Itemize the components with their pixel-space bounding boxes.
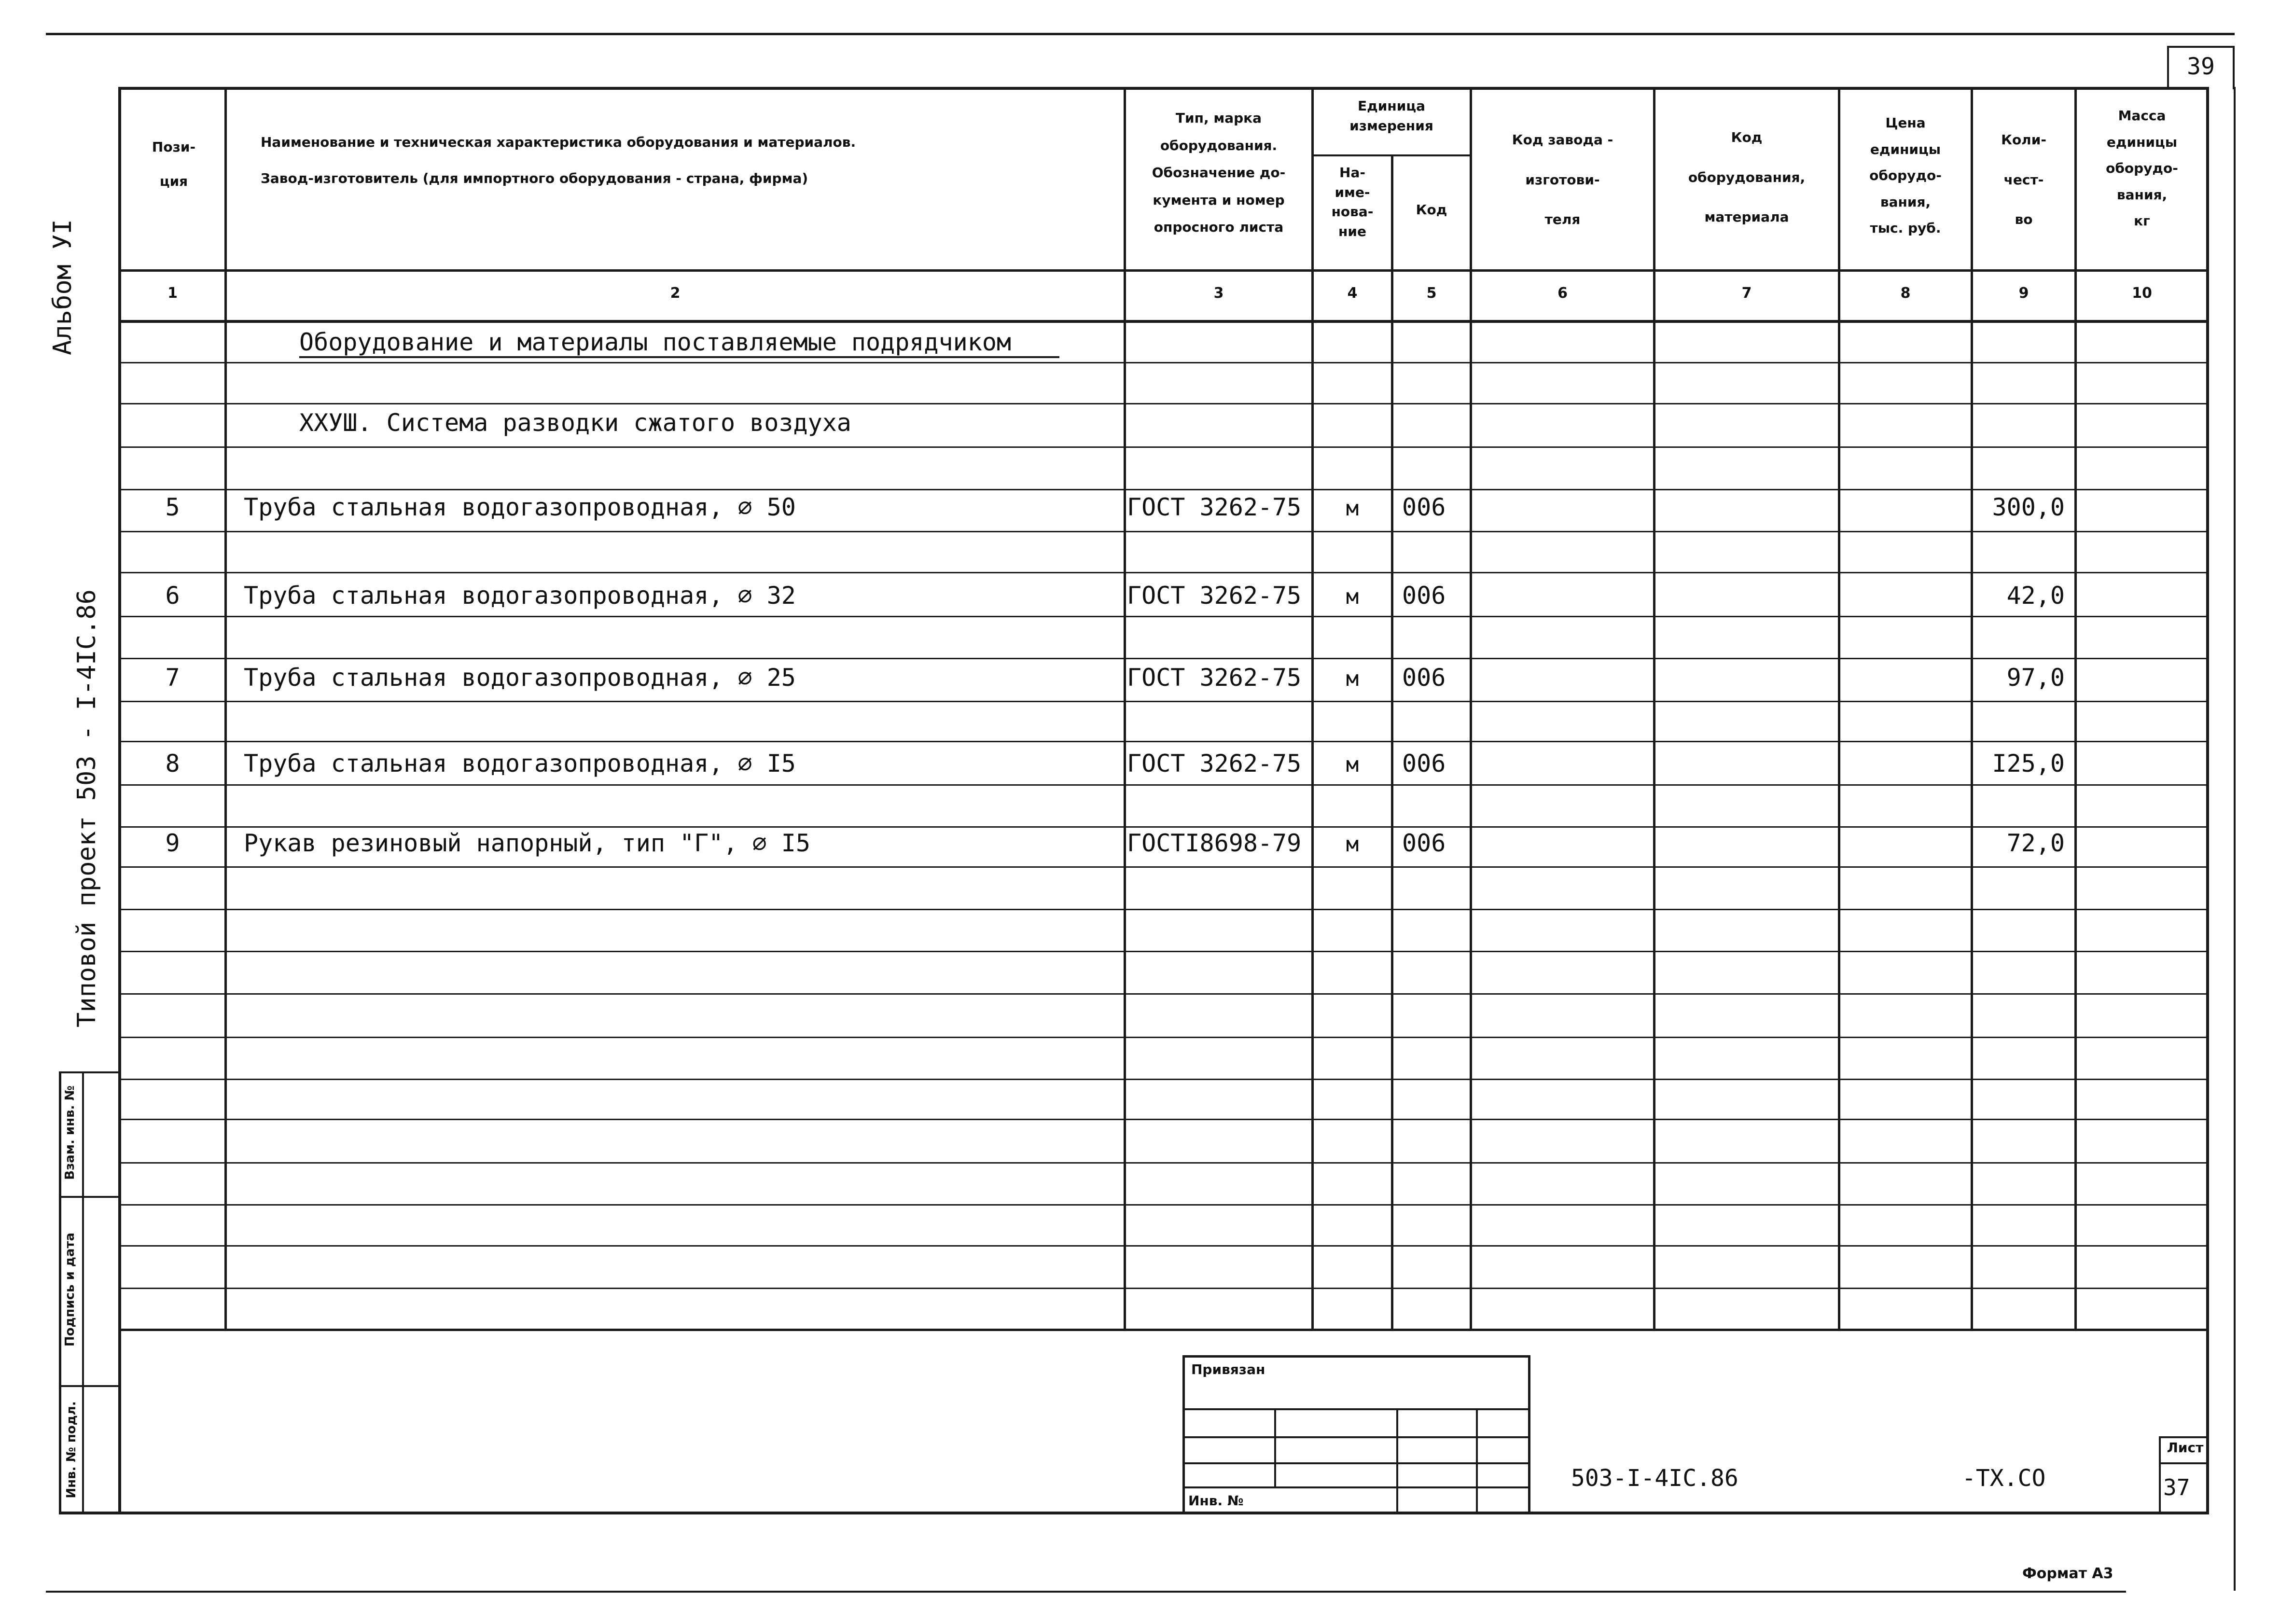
item-unit: м <box>1346 752 1359 777</box>
item-name: Труба стальная водогазопроводная, ∅ I5 <box>244 750 796 777</box>
row-line <box>118 1037 2209 1038</box>
row-line <box>118 1288 2209 1289</box>
item-unit: м <box>1346 496 1359 521</box>
row-line <box>118 866 2209 868</box>
section-title: Оборудование и материалы поставляемые подрядчиком <box>299 328 1059 358</box>
item-quantity: 42,0 <box>2006 582 2065 610</box>
header-position: Пози- ция <box>152 139 196 189</box>
item-unit: м <box>1346 832 1359 857</box>
colnum-8: 8 <box>1900 285 1911 302</box>
item-name: Труба стальная водогазопроводная, ∅ 25 <box>244 664 796 692</box>
side-project-label: Типовой проект 503 - I-4IC.86 <box>72 589 101 1027</box>
colnum-10: 10 <box>2132 285 2152 302</box>
row-line <box>118 1079 2209 1080</box>
colnum-3: 3 <box>1213 285 1224 302</box>
stamp-sheet-label: Лист <box>2167 1440 2204 1456</box>
row-line <box>118 362 2209 363</box>
row-line <box>118 951 2209 952</box>
header-quantity: Коли- чест- во <box>2001 132 2046 228</box>
strip-inv-no: Инв. № подл. <box>64 1401 79 1499</box>
header-manufacturer-code: Код завода - изготови- теля <box>1512 132 1613 228</box>
row-line <box>118 1204 2209 1206</box>
item-quantity: 97,0 <box>2006 664 2065 692</box>
item-document: ГОСТ 3262-75 <box>1127 750 1302 777</box>
item-position: 6 <box>165 582 180 610</box>
item-name: Рукав резиновый напорный, тип "Г", ∅ I5 <box>244 829 810 857</box>
item-document: ГОСТI8698-79 <box>1127 829 1302 857</box>
header-unit-group: Единица измерения <box>1349 98 1433 134</box>
item-position: 9 <box>165 829 180 857</box>
item-unit-code: 006 <box>1402 582 1446 610</box>
side-album-label: Альбом УI <box>48 219 77 355</box>
row-line <box>118 826 2209 828</box>
stamp-designation: 503-I-4IC.86 <box>1571 1465 1738 1492</box>
item-document: ГОСТ 3262-75 <box>1127 664 1302 692</box>
main-frame-bottom <box>60 1512 2209 1514</box>
colnum-4: 4 <box>1347 285 1358 302</box>
format-label: Формат А3 <box>2022 1565 2113 1582</box>
top-page-line <box>46 33 2235 35</box>
right-page-line <box>2234 87 2236 1591</box>
subsection-title: ХХУШ. Система разводки сжатого воздуха <box>299 409 851 437</box>
header-name: Наименование и техническая характеристика оборудования и материалов. Завод-изготовитель (для импортного оборудования - страна, фирма) <box>261 134 856 186</box>
main-frame-top <box>118 87 2208 90</box>
stamp-sheet-value: 37 <box>2163 1474 2190 1500</box>
colnum-5: 5 <box>1426 285 1437 302</box>
row-line <box>118 616 2209 617</box>
item-name: Труба стальная водогазопроводная, ∅ 50 <box>244 493 796 521</box>
row-line <box>118 572 2209 573</box>
item-unit: м <box>1346 666 1359 691</box>
colnum-6: 6 <box>1557 285 1568 302</box>
strip-signature-date: Подпись и дата <box>63 1232 77 1347</box>
item-unit-code: 006 <box>1402 829 1446 857</box>
item-position: 5 <box>165 493 180 521</box>
row-line <box>118 489 2209 490</box>
header-unit-name: На- име- нова- ние <box>1331 165 1374 239</box>
row-line <box>118 993 2209 995</box>
item-name: Труба стальная водогазопроводная, ∅ 32 <box>244 582 796 610</box>
item-position: 8 <box>165 750 180 777</box>
colnum-9: 9 <box>2018 285 2029 302</box>
sheet-number-top: 39 <box>2187 53 2215 80</box>
stamp-suffix: -ТХ.СО <box>1962 1465 2046 1492</box>
row-line <box>118 658 2209 659</box>
header-equipment-code: Код оборудования, материала <box>1688 129 1806 225</box>
bottom-page-line <box>46 1591 2126 1593</box>
row-line <box>118 701 2209 702</box>
row-line <box>118 784 2209 786</box>
header-price: Цена единицы оборудо- вания, тыс. руб. <box>1869 115 1942 236</box>
colnum-2: 2 <box>670 285 681 302</box>
item-unit-code: 006 <box>1402 493 1446 521</box>
item-unit: м <box>1346 584 1359 609</box>
header-type-mark: Тип, марка оборудования. Обозначение до- кумента и номер опросного листа <box>1152 110 1286 236</box>
row-line <box>118 1245 2209 1247</box>
colnum-7: 7 <box>1741 285 1752 302</box>
row-line <box>118 446 2209 448</box>
header-mass: Масса единицы оборудо- вания, кг <box>2106 108 2178 229</box>
colnum-1: 1 <box>167 285 178 302</box>
item-quantity: 72,0 <box>2006 829 2065 857</box>
header-unit-code: Код <box>1416 202 1447 218</box>
strip-replaced-inv: Взам. инв. № <box>63 1085 77 1180</box>
item-unit-code: 006 <box>1402 664 1446 692</box>
item-document: ГОСТ 3262-75 <box>1127 582 1302 610</box>
stamp-attached: Привязан <box>1191 1361 1265 1377</box>
row-line <box>118 741 2209 742</box>
row-line <box>118 1119 2209 1120</box>
item-document: ГОСТ 3262-75 <box>1127 493 1302 521</box>
item-position: 7 <box>165 664 180 692</box>
item-quantity: 300,0 <box>1992 493 2065 521</box>
row-line <box>118 403 2209 404</box>
row-line <box>118 531 2209 532</box>
item-quantity: I25,0 <box>1992 750 2065 777</box>
row-line <box>118 1162 2209 1164</box>
stamp-inv-no: Инв. № <box>1188 1493 1244 1509</box>
item-unit-code: 006 <box>1402 750 1446 777</box>
row-line <box>118 909 2209 910</box>
